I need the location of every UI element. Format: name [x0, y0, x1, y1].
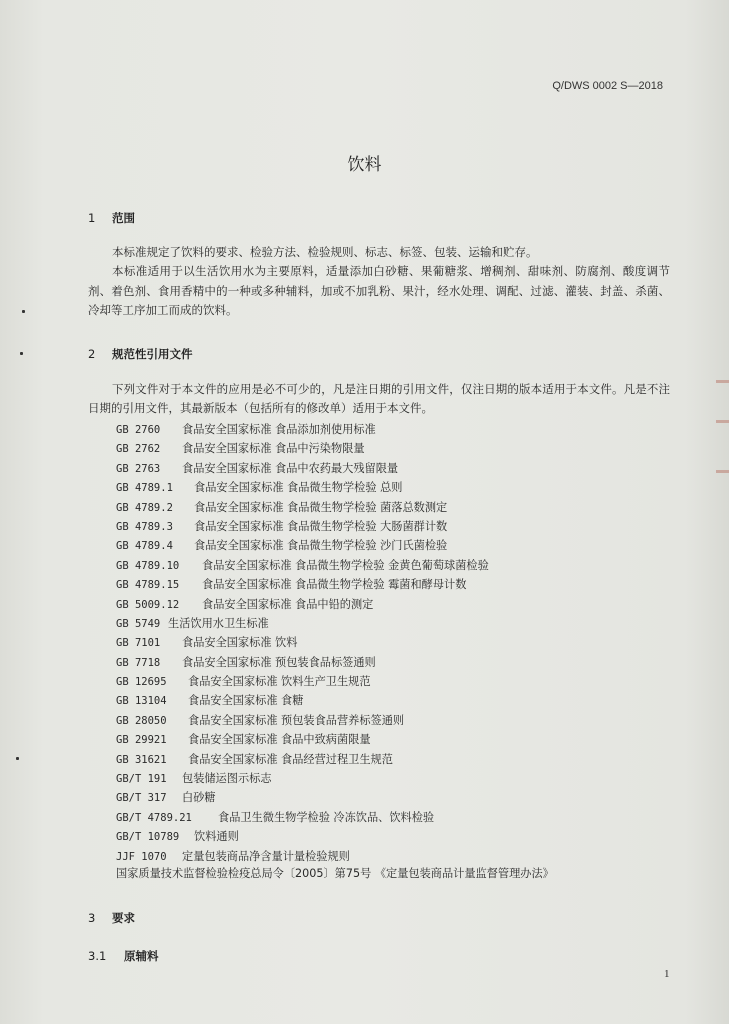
- reference-item: GB/T 317 白砂糖: [116, 791, 216, 805]
- reference-item: GB 4789.2 食品安全国家标准 食品微生物学检验 菌落总数测定: [116, 500, 448, 514]
- section-title: 原辅料: [124, 949, 159, 963]
- reference-item: GB 4789.4 食品安全国家标准 食品微生物学检验 沙门氏菌检验: [116, 539, 448, 553]
- reference-item: GB 4789.10 食品安全国家标准 食品微生物学检验 金黄色葡萄球菌检验: [116, 558, 489, 572]
- reference-decree: 国家质量技术监督检验检疫总局令〔2005〕第75号 《定量包装商品计量监督管理办法》: [116, 867, 554, 880]
- reference-item: GB 13104 食品安全国家标准 食糖: [116, 694, 304, 708]
- reference-item: GB/T 191 包装储运图示标志: [116, 772, 272, 786]
- reference-item: GB 12695 食品安全国家标准 饮料生产卫生规范: [116, 675, 371, 689]
- section-title: 规范性引用文件: [112, 347, 193, 361]
- scan-edge-artifact: [712, 360, 729, 520]
- section-heading-references: [88, 346, 193, 362]
- reference-list: [116, 420, 676, 866]
- reference-item: GB 2763 食品安全国家标准 食品中农药最大残留限量: [116, 461, 399, 475]
- section-number: 1: [88, 211, 96, 225]
- reference-item: GB/T 10789 饮料通则: [116, 830, 239, 844]
- reference-item: GB 4789.1 食品安全国家标准 食品微生物学检验 总则: [116, 481, 403, 495]
- standard-code: Q/DWS 0002 S—2018: [552, 80, 663, 92]
- scan-speck: [22, 310, 25, 313]
- reference-item: GB 7718 食品安全国家标准 预包装食品标签通则: [116, 655, 376, 669]
- page-number: 1: [664, 968, 670, 980]
- reference-item: GB 2762 食品安全国家标准 食品中污染物限量: [116, 442, 365, 456]
- section-heading-scope: [88, 210, 135, 226]
- section-title: 要求: [112, 911, 136, 925]
- reference-item: GB 5749 生活饮用水卫生标准: [116, 616, 269, 630]
- reference-item: JJF 1070 定量包装商品净含量计量检验规则: [116, 849, 350, 863]
- reference-item: GB 5009.12 食品安全国家标准 食品中铅的测定: [116, 597, 374, 611]
- section-heading-raw-materials: [88, 948, 159, 964]
- section-number: 3: [88, 911, 96, 925]
- reference-item: GB 29921 食品安全国家标准 食品中致病菌限量: [116, 733, 371, 747]
- reference-item: GB 4789.3 食品安全国家标准 食品微生物学检验 大肠菌群计数: [116, 519, 448, 533]
- reference-item: GB 28050 食品安全国家标准 预包装食品营养标签通则: [116, 713, 405, 727]
- reference-item: GB 31621 食品安全国家标准 食品经营过程卫生规范: [116, 752, 393, 766]
- references-intro: 下列文件对于本文件的应用是必不可少的，凡是注日期的引用文件，仅注日期的版本适用于本文件。凡是不注日期的引用文件，其最新版本（包括所有的修改单）适用于本文件。: [88, 382, 670, 416]
- scan-speck: [20, 352, 23, 355]
- reference-item: GB 2760 食品安全国家标准 食品添加剂使用标准: [116, 423, 376, 436]
- scope-paragraph: 本标准适用于以生活饮用水为主要原料，适量添加白砂糖、果葡糖浆、增稠剂、甜味剂、防腐剂、酸度调节剂、着色剂、食用香精中的一种或多种辅料，加或不加乳粉、果汁，经水处理、调配、过滤、灌装、封盖、杀菌、冷却等工序加工而成的饮料。: [88, 264, 670, 317]
- section-number: 3.1: [88, 949, 107, 963]
- scope-paragraph: 本标准规定了饮料的要求、检验方法、检验规则、标志、标签、包装、运输和贮存。: [112, 245, 538, 259]
- reference-item: GB 4789.15 食品安全国家标准 食品微生物学检验 霉菌和酵母计数: [116, 578, 467, 592]
- reference-item: GB 7101 食品安全国家标准 饮料: [116, 636, 298, 650]
- section-number: 2: [88, 347, 96, 361]
- section-heading-requirements: [88, 910, 135, 926]
- scan-speck: [16, 757, 19, 760]
- scope-text: [88, 243, 670, 320]
- section-title: 范围: [112, 211, 136, 225]
- reference-item: GB/T 4789.21 食品卫生微生物学检验 冷冻饮品、饮料检验: [116, 810, 435, 824]
- document-title: 饮料: [347, 155, 382, 175]
